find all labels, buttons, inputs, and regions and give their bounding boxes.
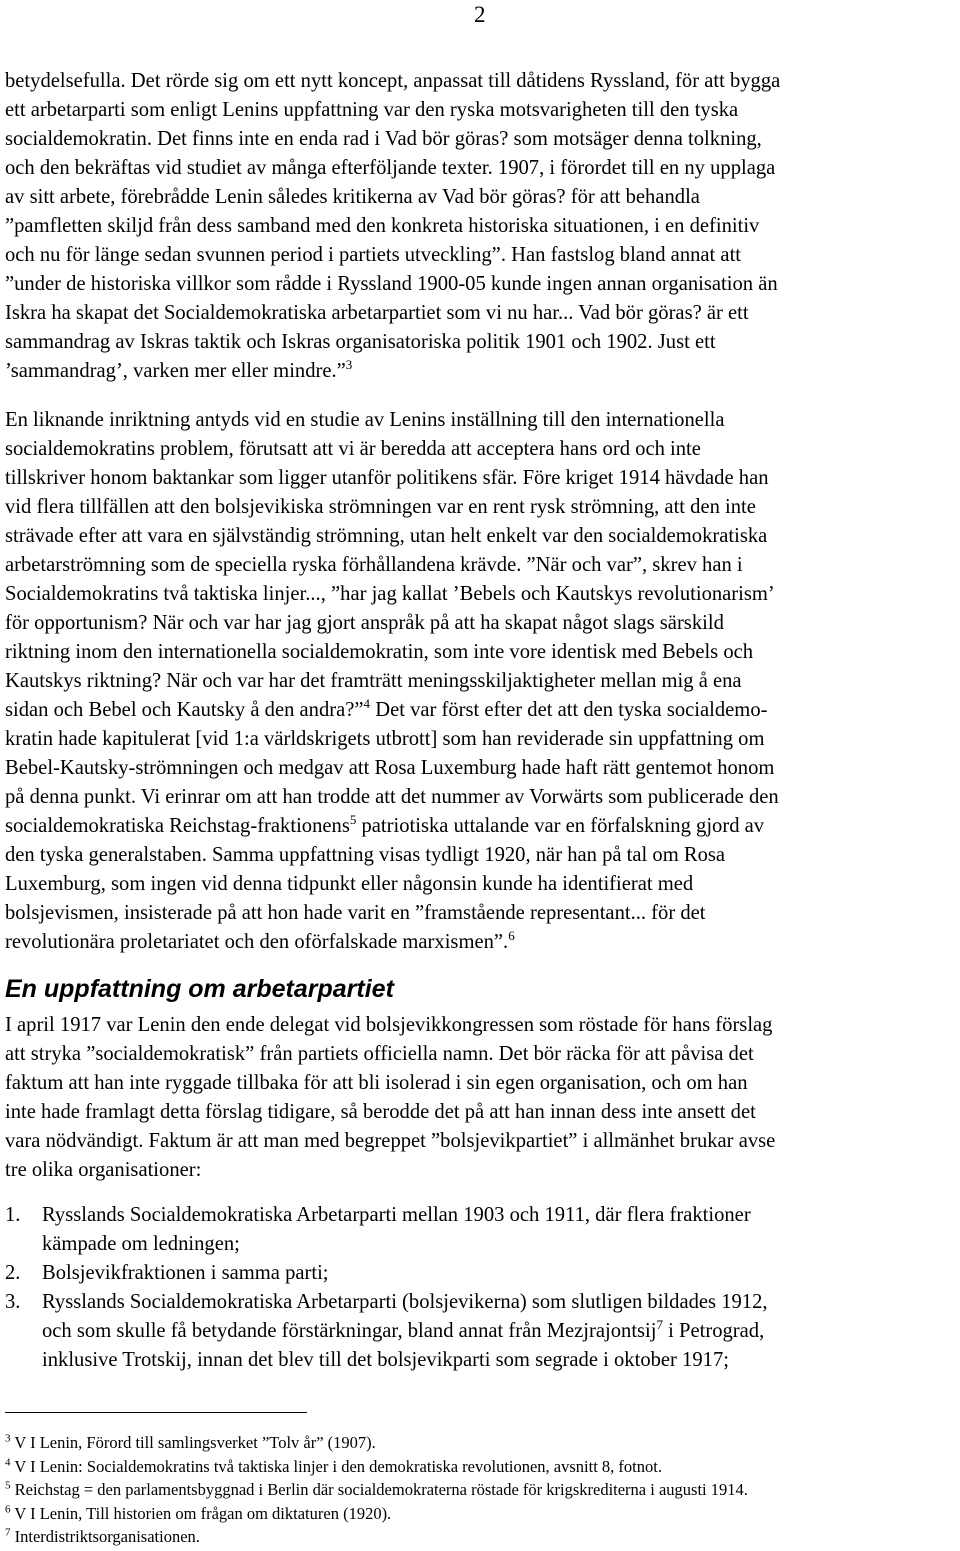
footnote	[5, 1431, 748, 1455]
text-line: den tyska generalstaben. Samma uppfattning visas tydligt 1920, när han på tal om Rosa	[5, 844, 726, 866]
footnote-text: V I Lenin, Förord till samlingsverket ”Tolv år” (1907).	[14, 1433, 376, 1452]
paragraph-1	[5, 67, 955, 386]
page-number: 2	[474, 2, 486, 27]
text-segment: i Petrograd,	[663, 1320, 765, 1342]
text-line: socialdemokratin. Det finns inte en enda rad i Vad bör göras? som motsäger denna tolkning,	[5, 128, 762, 150]
organisations-list	[5, 1201, 955, 1375]
paragraph-2	[5, 406, 955, 957]
text-line: Rysslands Socialdemokratiska Arbetarparti (bolsjevikerna) som slutligen bildades 1912,	[42, 1291, 768, 1313]
footnote-ref-5[interactable]: 5	[349, 812, 357, 828]
text-line	[5, 357, 955, 386]
text-line: ”pamfletten skiljd från dess samband med den konkreta historiska situationen, i en definitiv	[5, 215, 760, 237]
text-line: Luxemburg, som ingen vid denna tidpunkt eller någonsin kunde ha identifierat med	[5, 873, 694, 895]
text-line: kämpade om ledningen;	[42, 1233, 240, 1255]
text-line: I april 1917 var Lenin den ende delegat vid bolsjevikkongressen som röstade för hans förslag	[5, 1014, 773, 1036]
footnote-ref-7[interactable]: 7	[656, 1317, 664, 1333]
list-item	[5, 1259, 955, 1288]
text-line: faktum att han inte ryggade tillbaka för att bli isolerad i sin egen organisation, och om han	[5, 1072, 748, 1094]
section-heading: En uppfattning om arbetarpartiet	[5, 975, 394, 1003]
text-line: arbetarströmning som de speciella ryska förhållandena krävde. ”När och var”, skrev han i	[5, 554, 743, 576]
text-line: inte hade framlagt detta förslag tidigare, så berodde det på att han innan dess inte ansett det	[5, 1101, 756, 1123]
text-segment: revolutionära proletariatet och den oförfalskade marxismen”.	[5, 931, 509, 953]
list-number: 1.	[5, 1204, 21, 1226]
text-line: Bebel-Kautsky-strömningen och medgav att Rosa Luxemburg hade haft rätt gentemot honom	[5, 757, 775, 779]
footnote-text: V I Lenin, Till historien om frågan om diktaturen (1920).	[14, 1503, 392, 1523]
text-line: på denna punkt. Vi erinrar om att han trodde att det nummer av Vorwärts som publicerade den	[5, 786, 779, 808]
footnote-number: 6	[5, 1503, 11, 1515]
footnote-text: Reichstag = den parlamentsbyggnad i Berlin där socialdemokraterna röstade för krigskrediterna i augusti 1914.	[14, 1480, 748, 1499]
footnote-ref-3[interactable]: 3	[345, 357, 353, 373]
footnotes	[5, 1431, 748, 1549]
text-line	[5, 928, 955, 957]
footnote-ref-4[interactable]: 4	[363, 696, 371, 712]
text-line: för opportunism? När och var har jag gjort anspråk på att ha skapat något slags särskild	[5, 612, 724, 634]
footnote	[5, 1525, 748, 1549]
footnote	[5, 1455, 748, 1479]
text-line: Iskra ha skapat det Socialdemokratiska arbetarpartiet som vi nu har... Vad bör göras? är ett	[5, 302, 749, 324]
text-line: inklusive Trotskij, innan det blev till det bolsjevikparti som segrade i oktober 1917;	[42, 1349, 729, 1371]
list-number: 2.	[5, 1262, 21, 1284]
text-line: tre olika organisationer:	[5, 1159, 202, 1181]
footnote	[5, 1502, 748, 1526]
text-line	[5, 812, 955, 841]
text-line: och den bekräftas vid studiet av många efterföljande texter. 1907, i förordet till en ny upplaga	[5, 157, 776, 179]
text-line: strävade efter att vara en självständig strömning, utan helt enkelt var den socialdemokratiska	[5, 525, 768, 547]
text-line: betydelsefulla. Det rörde sig om ett nytt koncept, anpassat till dåtidens Ryssland, för att bygga	[5, 70, 781, 92]
footnote-number: 4	[5, 1456, 11, 1468]
footnote-text: V I Lenin: Socialdemokratins två taktiska linjer i den demokratiska revolutionen, avsnitt 8, fotnot.	[14, 1456, 662, 1476]
footnote	[5, 1478, 748, 1502]
text-line: vid flera tillfällen att den bolsjevikiska strömningen var en rent rysk strömning, att den inte	[5, 496, 756, 518]
footnote-ref-6[interactable]: 6	[508, 928, 515, 944]
footnote-number: 7	[5, 1526, 11, 1539]
text-line: bolsjevismen, insisterade på att hon hade varit en ”framstående representant... för det	[5, 902, 706, 924]
text-line	[42, 1317, 955, 1346]
text-line: vara nödvändigt. Faktum är att man med begreppet ”bolsjevikpartiet” i allmänhet brukar avse	[5, 1130, 776, 1152]
text-line	[5, 696, 955, 725]
text-line: att stryka ”socialdemokratisk” från partiets officiella namn. Det bör räcka för att påvisa det	[5, 1043, 754, 1065]
text-line: Bolsjevikfraktionen i samma parti;	[42, 1262, 329, 1284]
text-line: riktning inom den internationella socialdemokratin, som inte vore identisk med Bebels och	[5, 641, 754, 663]
text-segment: sidan och Bebel och Kautsky å den andra?”	[5, 699, 364, 721]
list-number: 3.	[5, 1291, 21, 1313]
text-line: Rysslands Socialdemokratiska Arbetarparti mellan 1903 och 1911, där flera fraktioner	[42, 1204, 751, 1226]
footnote-number: 3	[5, 1432, 11, 1445]
text-line: och nu för länge sedan svunnen period i partiets utveckling”. Han fastslog bland annat att	[5, 244, 742, 266]
text-line: Socialdemokratins två taktiska linjer..., ”har jag kallat ’Bebels och Kautskys revolutionarism’	[5, 583, 775, 605]
paragraph-3	[5, 1011, 955, 1185]
text-line: tillskriver honom baktankar som ligger utanför politikens sfär. Före kriget 1914 hävdade han	[5, 467, 769, 489]
text-line: En liknande inriktning antyds vid en studie av Lenins inställning till den internationella	[5, 409, 725, 431]
text-line: av sitt arbete, förebrådde Lenin således kritikerna av Vad bör göras? för att behandla	[5, 186, 700, 208]
text-line: sammandrag av Iskras taktik och Iskras organisatoriska politik 1901 och 1902. Just ett	[5, 331, 716, 353]
text-line: kratin hade kapitulerat [vid 1:a världskrigets utbrott] som han reviderade sin uppfattning om	[5, 728, 765, 750]
text-segment: patriotiska uttalande var en förfalskning gjord av	[356, 815, 765, 837]
text-line: ”under de historiska villkor som rådde i Ryssland 1900-05 kunde ingen annan organisation än	[5, 273, 778, 295]
text-line-content: ’sammandrag’, varken mer eller mindre.”	[5, 360, 346, 382]
text-line: ett arbetarparti som enligt Lenins uppfattning var den ryska motsvarigheten till den tyska	[5, 99, 739, 121]
text-line: Kautskys riktning? När och var har det framträtt meningsskiljaktigheter mellan mig å ena	[5, 670, 742, 692]
text-segment: Det var först efter det att den tyska socialdemo-	[370, 699, 768, 721]
list-item	[5, 1288, 955, 1375]
list-item	[5, 1201, 955, 1259]
footnote-number: 5	[5, 1479, 11, 1492]
footnote-divider	[5, 1412, 307, 1413]
text-line: socialdemokratins problem, förutsatt att vi är beredda att acceptera hans ord och inte	[5, 438, 701, 460]
text-segment: socialdemokratiska Reichstag-fraktionens	[5, 815, 350, 837]
footnote-text: Interdistriktsorganisationen.	[14, 1527, 200, 1546]
text-segment: och som skulle få betydande förstärkningar, bland annat från Mezjrajontsij	[42, 1320, 657, 1342]
